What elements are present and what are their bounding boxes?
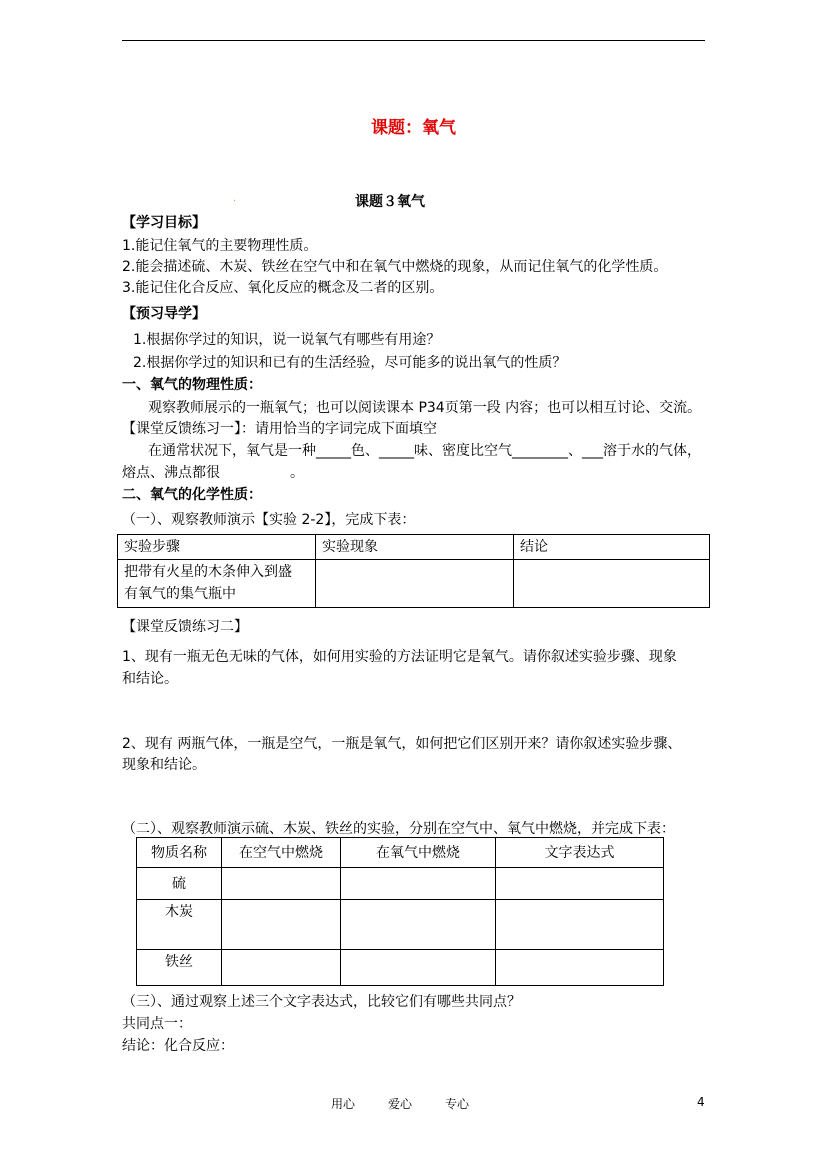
- table-cell: [118, 560, 316, 608]
- table-cell-empty: [222, 900, 341, 950]
- table-cell-empty: [341, 950, 496, 986]
- goal-item: 2.能会描述硫、木炭、铁丝在空气中和在氧气中燃烧的现象，从而记住氧气的化学性质。: [122, 259, 668, 275]
- goals-heading: 【学习目标】: [122, 215, 206, 231]
- table-cell-empty: [316, 560, 514, 608]
- fill-blank-line: 在通常状况下，氧气是一种_____色、_____味、密度比空气________、___溶于水的气体，: [148, 443, 701, 459]
- table-header: 结论: [514, 535, 710, 560]
- preview-heading: 【预习导学】: [122, 306, 206, 322]
- table-cell-empty: [496, 950, 664, 986]
- decorative-dot: .: [233, 193, 237, 204]
- footer-label: 爱心: [388, 1097, 413, 1111]
- lesson-subtitle: 课题３氧气: [355, 194, 425, 210]
- experiment1-table: [117, 534, 710, 608]
- table-header: 实验现象: [316, 535, 514, 560]
- experiment1-intro: （一）、观察教师演示【实验 2-2】，完成下表：: [122, 512, 416, 528]
- goal-item: 1.能记住氧气的主要物理性质。: [122, 238, 318, 254]
- table-cell-empty: [496, 900, 664, 950]
- question-2-cont: 现象和结论。: [122, 757, 206, 773]
- question-2: 2、现有 两瓶气体，一瓶是空气，一瓶是氧气，如何把它们区别开来？请你叙述实验步骤、: [122, 736, 682, 752]
- page-number: 4: [697, 1095, 705, 1109]
- physical-heading: 一、氧气的物理性质：: [122, 377, 262, 393]
- question-1: 1、现有一瓶无色无味的气体，如何用实验的方法证明它是氧气。请你叙述实验步骤、现象: [122, 649, 677, 665]
- substance-name: 硫: [137, 868, 222, 900]
- practice1-heading: 【课堂反馈练习一】：请用恰当的字词完成下面填空: [122, 421, 437, 437]
- chemical-heading: 二、氧气的化学性质：: [122, 487, 262, 503]
- preview-item: 1.根据你学过的知识，说一说氧气有哪些有用途？: [133, 332, 441, 348]
- experiment2-intro: （二）、观察教师演示硫、木炭、铁丝的实验，分别在空气中、氧气中燃烧，并完成下表：: [122, 821, 675, 837]
- physical-text: 观察教师展示的一瓶氧气；也可以阅读课本 P34页第一段 内容；也可以相互讨论、交流。: [148, 400, 702, 416]
- footer-label: 专心: [445, 1097, 470, 1111]
- goal-item: 3.能记住化合反应、氧化反应的概念及二者的区别。: [122, 280, 444, 296]
- table-header: 实验步骤: [118, 535, 316, 560]
- table-cell-empty: [222, 950, 341, 986]
- table-header: 文字表达式: [496, 838, 664, 868]
- experiment2-table: [136, 837, 664, 986]
- table-cell-empty: [341, 900, 496, 950]
- preview-item: 2.根据你学过的知识和已有的生活经验，尽可能多的说出氧气的性质？: [133, 355, 567, 371]
- experiment3-intro: （三）、通过观察上述三个文字表达式，比较它们有哪些共同点？: [122, 994, 521, 1010]
- practice2-heading: 【课堂反馈练习二】: [122, 619, 248, 635]
- page-title: 课题：氧气: [371, 118, 456, 138]
- common-point: 共同点一：: [122, 1016, 192, 1032]
- substance-name: 铁丝: [137, 950, 222, 986]
- conclusion: 结论：化合反应：: [122, 1038, 234, 1054]
- table-header: 物质名称: [137, 838, 222, 868]
- table-cell-empty: [514, 560, 710, 608]
- table-cell-empty: [341, 868, 496, 900]
- table-header: 在空气中燃烧: [222, 838, 341, 868]
- footer-label: 用心: [331, 1097, 356, 1111]
- cell-text: 有氧气的集气瓶中: [124, 586, 236, 602]
- fill-blank-line: 熔点、沸点都很 。: [122, 465, 304, 481]
- question-1-cont: 和结论。: [122, 671, 178, 687]
- table-cell-empty: [222, 868, 341, 900]
- table-header: 在氧气中燃烧: [341, 838, 496, 868]
- table-cell-empty: [496, 868, 664, 900]
- substance-name: 木炭: [137, 900, 222, 950]
- cell-text: 把带有火星的木条伸入到盛: [124, 564, 292, 580]
- header-rule: [122, 40, 705, 41]
